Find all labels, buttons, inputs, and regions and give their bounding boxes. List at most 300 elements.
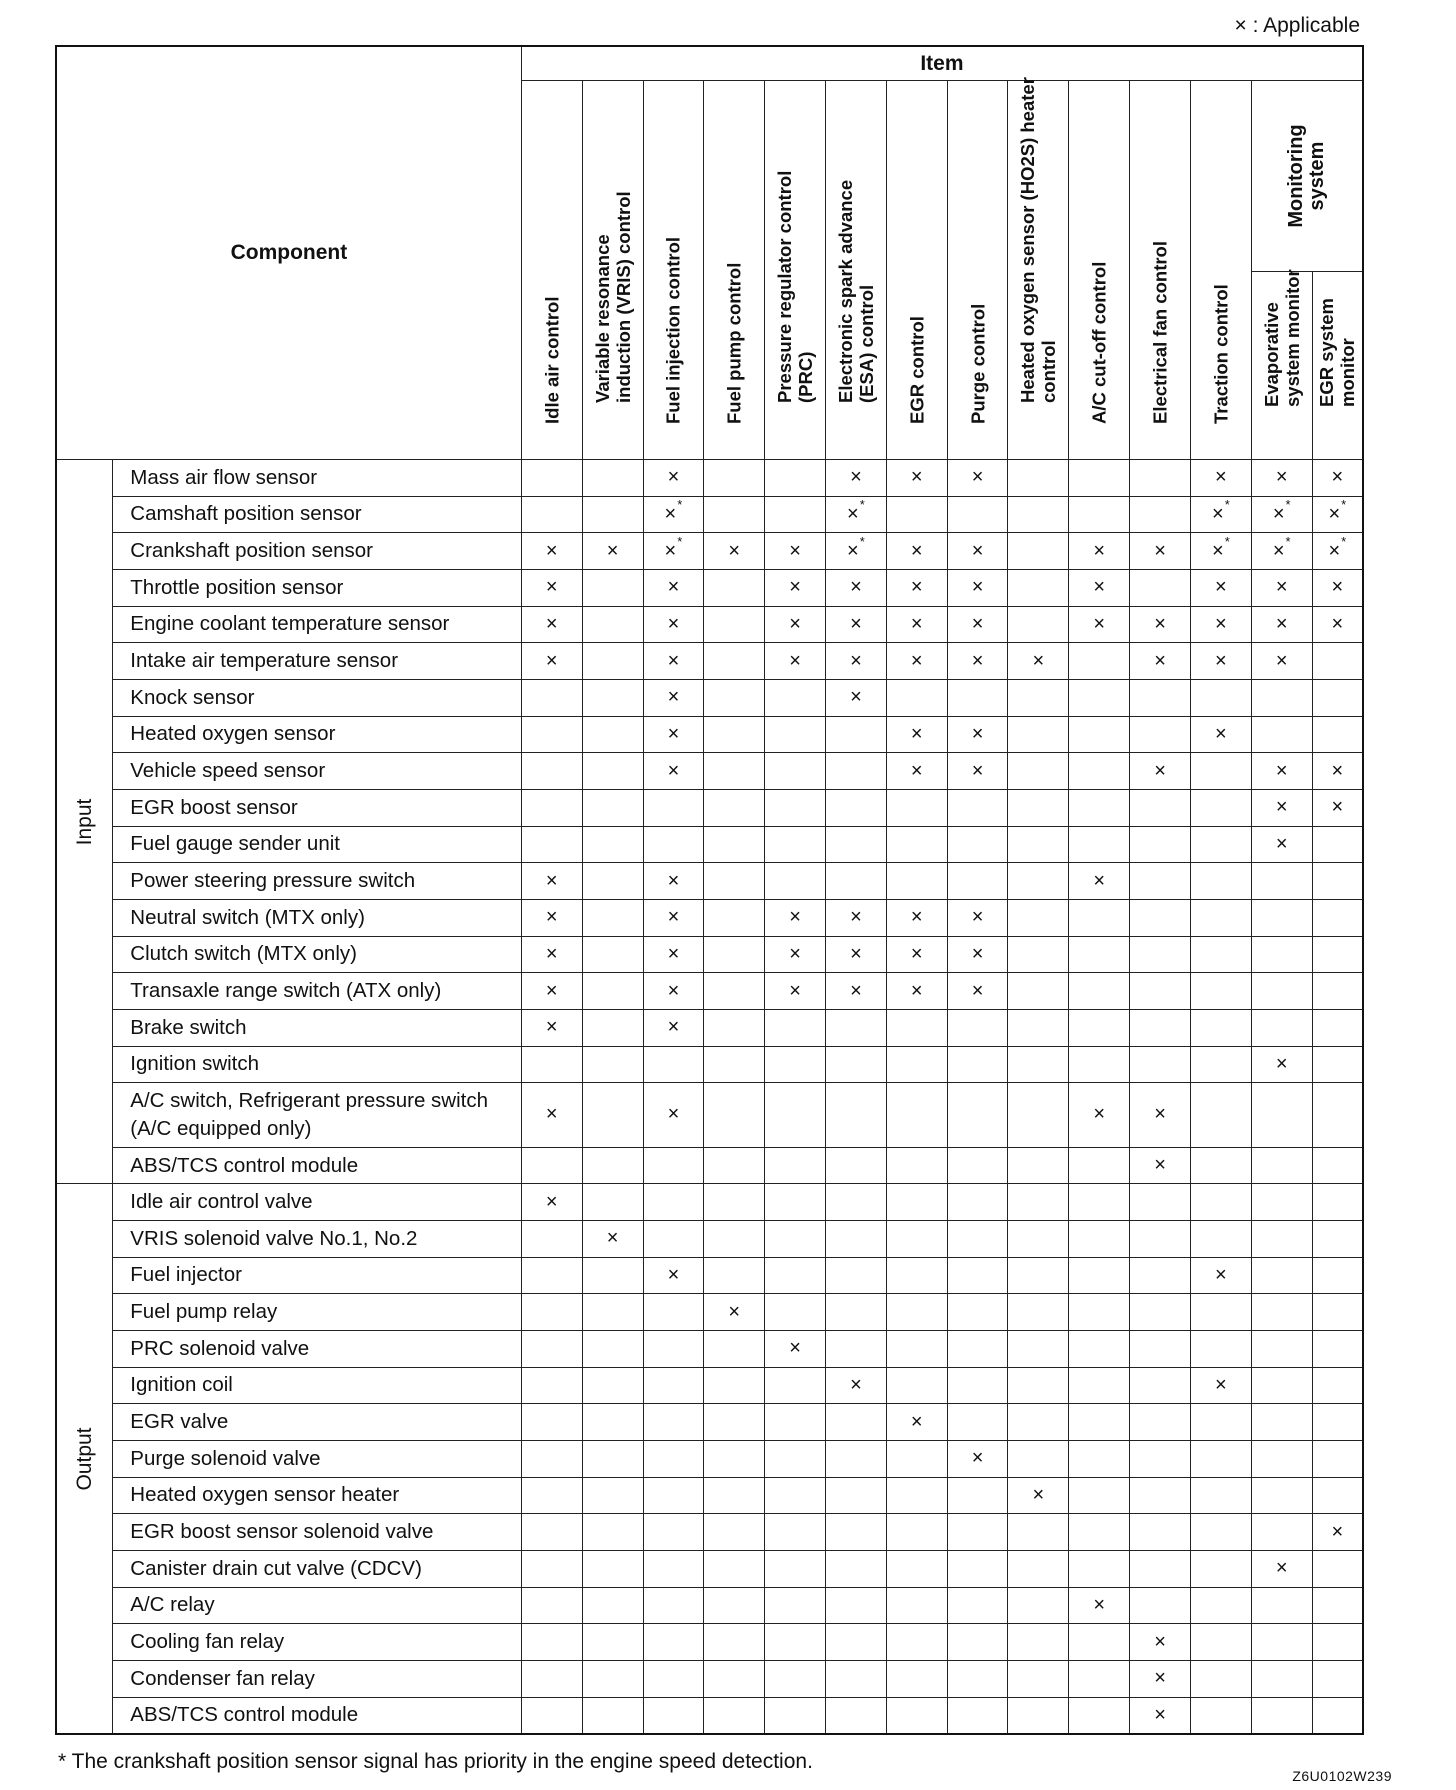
- applicability-cell: ×*: [826, 533, 887, 570]
- applicability-cell: [826, 1257, 887, 1294]
- applicability-cell: [1312, 1147, 1363, 1184]
- applicability-cell: [704, 1477, 765, 1514]
- applicability-cell: [1069, 643, 1130, 680]
- applicability-cell: [947, 496, 1008, 533]
- applicability-cell: [1190, 863, 1251, 900]
- applicability-cell: [704, 460, 765, 497]
- applicability-cell: [521, 679, 582, 716]
- table-row: [56, 1367, 1363, 1404]
- applicability-cell: [643, 1147, 704, 1184]
- col-header-9: A/C cut-off control: [1069, 81, 1130, 460]
- applicability-cell: [521, 1147, 582, 1184]
- component-name: Cooling fan relay: [113, 1624, 522, 1661]
- component-name: Transaxle range switch (ATX only): [113, 973, 522, 1010]
- applicability-cell: [765, 1083, 826, 1148]
- applicability-cell: [1190, 973, 1251, 1010]
- applicability-cell: [521, 753, 582, 790]
- applicability-cell: [765, 753, 826, 790]
- applicability-cell: ×: [886, 973, 947, 1010]
- applicability-cell: ×: [704, 533, 765, 570]
- applicability-cell: [886, 1477, 947, 1514]
- applicability-cell: [582, 569, 643, 606]
- applicability-cell: ×: [1312, 569, 1363, 606]
- applicability-cell: [582, 1367, 643, 1404]
- applicability-cell: [1069, 899, 1130, 936]
- applicability-cell: [1312, 1404, 1363, 1441]
- applicability-cell: [582, 716, 643, 753]
- applicability-cell: [826, 1083, 887, 1148]
- applicability-cell: [886, 1220, 947, 1257]
- applicability-cell: [947, 1009, 1008, 1046]
- applicability-cell: [1190, 1046, 1251, 1083]
- applicability-cell: [765, 496, 826, 533]
- applicability-cell: [643, 1624, 704, 1661]
- applicability-cell: ×*: [1312, 533, 1363, 570]
- applicability-cell: [826, 1624, 887, 1661]
- applicability-cell: [521, 1514, 582, 1551]
- group-label-input: Input: [56, 460, 113, 1184]
- applicability-cell: ×: [1069, 1587, 1130, 1624]
- applicability-cell: [1251, 1330, 1312, 1367]
- applicability-cell: ×: [521, 1083, 582, 1148]
- applicability-cell: ×: [826, 460, 887, 497]
- applicability-cell: [1008, 1404, 1069, 1441]
- applicability-cell: [1069, 1147, 1130, 1184]
- table-row: [56, 1009, 1363, 1046]
- applicability-cell: [521, 1404, 582, 1441]
- applicability-cell: ×: [826, 606, 887, 643]
- applicability-cell: [826, 1294, 887, 1331]
- applicability-cell: ×: [643, 899, 704, 936]
- applicability-cell: [582, 789, 643, 826]
- applicability-cell: ×: [643, 716, 704, 753]
- applicability-cell: [704, 1220, 765, 1257]
- col-header-8: Heated oxygen sensor (HO2S) heater control: [1008, 81, 1069, 460]
- applicability-cell: ×: [643, 1257, 704, 1294]
- applicability-cell: ×: [1069, 1083, 1130, 1148]
- applicability-cell: ×: [886, 936, 947, 973]
- applicability-cell: ×: [1190, 643, 1251, 680]
- applicability-cell: [765, 789, 826, 826]
- applicability-cell: [582, 863, 643, 900]
- applicability-cell: [1251, 1660, 1312, 1697]
- component-header: Component: [56, 46, 521, 460]
- applicability-cell: [1251, 1514, 1312, 1551]
- component-name: Idle air control valve: [113, 1184, 522, 1221]
- applicability-cell: [1069, 496, 1130, 533]
- component-name: ABS/TCS control module: [113, 1697, 522, 1734]
- applicability-cell: [947, 1184, 1008, 1221]
- applicability-cell: ×: [826, 973, 887, 1010]
- applicability-cell: [704, 753, 765, 790]
- applicability-cell: [704, 496, 765, 533]
- component-name: EGR boost sensor solenoid valve: [113, 1514, 522, 1551]
- table-row: [56, 1550, 1363, 1587]
- monitoring-system-header: Monitoring system: [1251, 81, 1363, 272]
- applicability-cell: [582, 1046, 643, 1083]
- applicability-cell: [1312, 679, 1363, 716]
- applicability-cell: [521, 1550, 582, 1587]
- applicability-cell: [1008, 1330, 1069, 1367]
- applicability-cell: [582, 460, 643, 497]
- applicability-cell: [643, 1294, 704, 1331]
- applicability-cell: [1190, 1147, 1251, 1184]
- applicability-cell: [1190, 1624, 1251, 1661]
- applicability-cell: ×*: [1312, 496, 1363, 533]
- applicability-cell: ×: [886, 606, 947, 643]
- applicability-cell: [704, 1184, 765, 1221]
- applicability-cell: [582, 826, 643, 863]
- applicability-cell: ×*: [1190, 496, 1251, 533]
- applicability-cell: ×: [1251, 569, 1312, 606]
- applicability-cell: [1130, 1046, 1191, 1083]
- applicability-cell: [1312, 1046, 1363, 1083]
- applicability-cell: [1312, 1294, 1363, 1331]
- applicability-cell: [1251, 1083, 1312, 1148]
- applicability-cell: [1008, 936, 1069, 973]
- applicability-cell: [1251, 1184, 1312, 1221]
- applicability-cell: [886, 1587, 947, 1624]
- applicability-cell: ×: [1312, 789, 1363, 826]
- applicability-cell: ×: [1190, 606, 1251, 643]
- applicability-cell: [1008, 679, 1069, 716]
- applicability-cell: ×: [947, 899, 1008, 936]
- applicability-cell: [886, 1294, 947, 1331]
- applicability-cell: [947, 1514, 1008, 1551]
- applicability-cell: ×: [1069, 569, 1130, 606]
- applicability-cell: [704, 606, 765, 643]
- applicability-cell: [1251, 1257, 1312, 1294]
- applicability-cell: [947, 826, 1008, 863]
- applicability-cell: [1190, 1220, 1251, 1257]
- applicability-cell: [765, 1367, 826, 1404]
- table-row: [56, 899, 1363, 936]
- applicability-cell: [886, 1367, 947, 1404]
- applicability-cell: [1190, 1550, 1251, 1587]
- col-header-5: Electronic spark advance (ESA) control: [826, 81, 887, 460]
- applicability-cell: [1251, 973, 1312, 1010]
- applicability-cell: [826, 1514, 887, 1551]
- component-name: A/C switch, Refrigerant pressure switch (A/C equipped only): [113, 1083, 522, 1148]
- applicability-cell: ×: [947, 460, 1008, 497]
- applicability-cell: [826, 1184, 887, 1221]
- applicability-cell: [1190, 679, 1251, 716]
- table-row: [56, 1587, 1363, 1624]
- applicability-cell: [886, 1184, 947, 1221]
- applicability-cell: [1130, 973, 1191, 1010]
- table-row: [56, 936, 1363, 973]
- applicability-cell: [521, 1477, 582, 1514]
- component-item-matrix: [55, 45, 1364, 1735]
- applicability-cell: [643, 1440, 704, 1477]
- applicability-cell: [1008, 569, 1069, 606]
- applicability-cell: [826, 1550, 887, 1587]
- applicability-cell: [704, 1624, 765, 1661]
- applicability-cell: [1008, 533, 1069, 570]
- applicability-cell: [1069, 1220, 1130, 1257]
- applicability-cell: ×*: [1251, 496, 1312, 533]
- applicability-cell: [704, 863, 765, 900]
- col-header-0: Idle air control: [521, 81, 582, 460]
- table-row: [56, 753, 1363, 790]
- table-row: [56, 1330, 1363, 1367]
- applicability-cell: [826, 863, 887, 900]
- col-header-2: Fuel injection control: [643, 81, 704, 460]
- applicability-cell: [1312, 1330, 1363, 1367]
- component-name: ABS/TCS control module: [113, 1147, 522, 1184]
- applicability-cell: ×: [643, 936, 704, 973]
- table-row: [56, 826, 1363, 863]
- applicability-cell: [1069, 1330, 1130, 1367]
- applicability-cell: ×: [1190, 569, 1251, 606]
- applicability-cell: [886, 1624, 947, 1661]
- applicability-cell: ×: [1130, 1624, 1191, 1661]
- applicability-cell: ×: [947, 1440, 1008, 1477]
- applicability-cell: ×: [643, 569, 704, 606]
- applicability-cell: [704, 936, 765, 973]
- applicability-cell: ×: [521, 1184, 582, 1221]
- table-row: [56, 1624, 1363, 1661]
- applicability-cell: [704, 716, 765, 753]
- applicability-cell: [765, 716, 826, 753]
- applicability-cell: [704, 789, 765, 826]
- applicability-cell: ×: [947, 753, 1008, 790]
- applicability-cell: ×: [521, 1009, 582, 1046]
- applicability-cell: ×: [1008, 1477, 1069, 1514]
- applicability-cell: ×: [582, 1220, 643, 1257]
- table-row: [56, 496, 1363, 533]
- applicability-cell: [704, 1404, 765, 1441]
- applicability-cell: [886, 1697, 947, 1734]
- applicability-cell: [1251, 1697, 1312, 1734]
- applicability-cell: [704, 1046, 765, 1083]
- applicability-cell: [886, 1147, 947, 1184]
- applicability-cell: [1008, 1257, 1069, 1294]
- applicability-cell: [1069, 1624, 1130, 1661]
- applicability-cell: [1130, 1440, 1191, 1477]
- applicability-cell: [826, 1147, 887, 1184]
- applicability-cell: [1190, 1697, 1251, 1734]
- applicability-cell: ×: [1190, 1257, 1251, 1294]
- group-label-output: Output: [56, 1184, 113, 1734]
- table-row: [56, 1046, 1363, 1083]
- applicability-cell: [1008, 1184, 1069, 1221]
- applicability-cell: [886, 1009, 947, 1046]
- applicability-cell: [704, 1514, 765, 1551]
- applicability-cell: [765, 1147, 826, 1184]
- applicability-cell: [886, 1514, 947, 1551]
- applicability-cell: ×: [1130, 1147, 1191, 1184]
- applicability-cell: [1251, 1009, 1312, 1046]
- applicability-cell: ×: [886, 460, 947, 497]
- applicability-cell: [886, 1257, 947, 1294]
- applicability-cell: [521, 1660, 582, 1697]
- applicability-cell: [1130, 1257, 1191, 1294]
- applicability-cell: [947, 1587, 1008, 1624]
- applicability-cell: [643, 1697, 704, 1734]
- applicability-cell: ×: [1312, 1514, 1363, 1551]
- applicability-cell: [582, 936, 643, 973]
- applicability-cell: [1190, 1404, 1251, 1441]
- component-name: Ignition coil: [113, 1367, 522, 1404]
- table-row: [56, 606, 1363, 643]
- applicability-cell: [521, 1624, 582, 1661]
- applicability-cell: [1130, 789, 1191, 826]
- applicability-cell: [1130, 863, 1191, 900]
- applicability-cell: [1190, 753, 1251, 790]
- applicability-cell: ×: [1190, 716, 1251, 753]
- applicability-cell: ×: [1251, 826, 1312, 863]
- applicability-cell: [1251, 679, 1312, 716]
- applicability-cell: [1312, 1624, 1363, 1661]
- applicability-cell: ×: [1251, 460, 1312, 497]
- applicability-cell: [1190, 789, 1251, 826]
- applicability-cell: [521, 496, 582, 533]
- applicability-cell: [1312, 936, 1363, 973]
- applicability-cell: [947, 679, 1008, 716]
- component-name: Intake air temperature sensor: [113, 643, 522, 680]
- applicability-cell: ×: [643, 1009, 704, 1046]
- applicability-cell: [826, 1404, 887, 1441]
- applicability-cell: [826, 1046, 887, 1083]
- applicability-cell: ×: [704, 1294, 765, 1331]
- applicability-cell: [765, 1440, 826, 1477]
- applicability-cell: [947, 1257, 1008, 1294]
- applicability-cell: ×: [765, 606, 826, 643]
- applicability-cell: [1069, 1550, 1130, 1587]
- applicability-cell: [1130, 899, 1191, 936]
- applicability-cell: [1069, 936, 1130, 973]
- applicability-cell: [1008, 973, 1069, 1010]
- applicability-cell: [582, 1587, 643, 1624]
- applicability-cell: [1130, 1550, 1191, 1587]
- applicability-cell: ×: [765, 533, 826, 570]
- applicability-cell: [582, 1294, 643, 1331]
- col-header-3: Fuel pump control: [704, 81, 765, 460]
- applicability-cell: ×: [947, 533, 1008, 570]
- applicability-cell: [886, 826, 947, 863]
- applicability-cell: [1069, 1477, 1130, 1514]
- applicability-cell: [1069, 716, 1130, 753]
- component-name: Ignition switch: [113, 1046, 522, 1083]
- applicability-cell: [1312, 899, 1363, 936]
- applicability-cell: [826, 1220, 887, 1257]
- applicability-cell: ×: [947, 643, 1008, 680]
- applicability-cell: [1130, 1367, 1191, 1404]
- table-row: [56, 863, 1363, 900]
- applicability-cell: [1008, 1367, 1069, 1404]
- table-row: [56, 973, 1363, 1010]
- applicability-cell: [1312, 1220, 1363, 1257]
- applicability-cell: [947, 1046, 1008, 1083]
- applicability-cell: [1130, 936, 1191, 973]
- applicability-cell: [643, 1477, 704, 1514]
- applicability-cell: [521, 826, 582, 863]
- applicability-cell: [704, 1330, 765, 1367]
- applicability-cell: [947, 1697, 1008, 1734]
- applicability-cell: [765, 826, 826, 863]
- applicability-cell: [1008, 1009, 1069, 1046]
- applicability-cell: ×: [643, 753, 704, 790]
- applicability-cell: [1008, 1550, 1069, 1587]
- applicability-cell: [1130, 460, 1191, 497]
- applicability-cell: [521, 1440, 582, 1477]
- applicability-cell: [1190, 1009, 1251, 1046]
- applicability-cell: [1251, 1404, 1312, 1441]
- col-header-11: Traction control: [1190, 81, 1251, 460]
- applicability-cell: [1130, 1330, 1191, 1367]
- applicability-cell: [1069, 1367, 1130, 1404]
- applicability-cell: [1069, 973, 1130, 1010]
- table-row: [56, 1404, 1363, 1441]
- applicability-cell: ×: [1190, 460, 1251, 497]
- legend: × : Applicable: [1234, 14, 1360, 37]
- applicability-cell: [1008, 863, 1069, 900]
- applicability-cell: [582, 643, 643, 680]
- applicability-cell: [765, 1294, 826, 1331]
- applicability-cell: [704, 679, 765, 716]
- applicability-cell: [765, 1220, 826, 1257]
- applicability-cell: [826, 1330, 887, 1367]
- table-row: [56, 1697, 1363, 1734]
- applicability-cell: ×*: [1190, 533, 1251, 570]
- matrix-body: [56, 460, 1363, 1735]
- applicability-cell: ×: [1251, 1550, 1312, 1587]
- applicability-cell: [1130, 1587, 1191, 1624]
- applicability-cell: ×: [826, 899, 887, 936]
- component-name: Vehicle speed sensor: [113, 753, 522, 790]
- applicability-cell: [886, 1083, 947, 1148]
- component-name: Mass air flow sensor: [113, 460, 522, 497]
- applicability-cell: ×: [1130, 643, 1191, 680]
- applicability-cell: [1312, 1009, 1363, 1046]
- applicability-cell: [1312, 1367, 1363, 1404]
- applicability-cell: [521, 1257, 582, 1294]
- applicability-cell: ×: [765, 899, 826, 936]
- applicability-cell: [765, 1009, 826, 1046]
- applicability-cell: [521, 1220, 582, 1257]
- applicability-cell: [765, 1404, 826, 1441]
- applicability-cell: ×: [947, 716, 1008, 753]
- applicability-cell: [704, 1550, 765, 1587]
- applicability-cell: [1069, 826, 1130, 863]
- component-name: Heated oxygen sensor: [113, 716, 522, 753]
- applicability-cell: [1069, 1660, 1130, 1697]
- component-name: Fuel gauge sender unit: [113, 826, 522, 863]
- applicability-cell: ×: [1069, 863, 1130, 900]
- col-header-1: Variable resonance induction (VRIS) control: [582, 81, 643, 460]
- applicability-cell: [947, 1404, 1008, 1441]
- component-name: VRIS solenoid valve No.1, No.2: [113, 1220, 522, 1257]
- applicability-cell: [947, 1330, 1008, 1367]
- applicability-cell: ×: [1312, 606, 1363, 643]
- applicability-cell: [582, 1083, 643, 1148]
- applicability-cell: [947, 1083, 1008, 1148]
- applicability-cell: [826, 1009, 887, 1046]
- applicability-cell: [1190, 1330, 1251, 1367]
- applicability-cell: ×: [1190, 1367, 1251, 1404]
- applicability-cell: [1190, 1514, 1251, 1551]
- applicability-cell: [582, 1660, 643, 1697]
- applicability-cell: [1312, 1550, 1363, 1587]
- applicability-cell: [826, 753, 887, 790]
- applicability-cell: ×: [643, 679, 704, 716]
- applicability-cell: ×: [886, 533, 947, 570]
- applicability-cell: [947, 1550, 1008, 1587]
- applicability-cell: ×: [1251, 606, 1312, 643]
- applicability-cell: [1008, 1440, 1069, 1477]
- applicability-cell: ×: [947, 973, 1008, 1010]
